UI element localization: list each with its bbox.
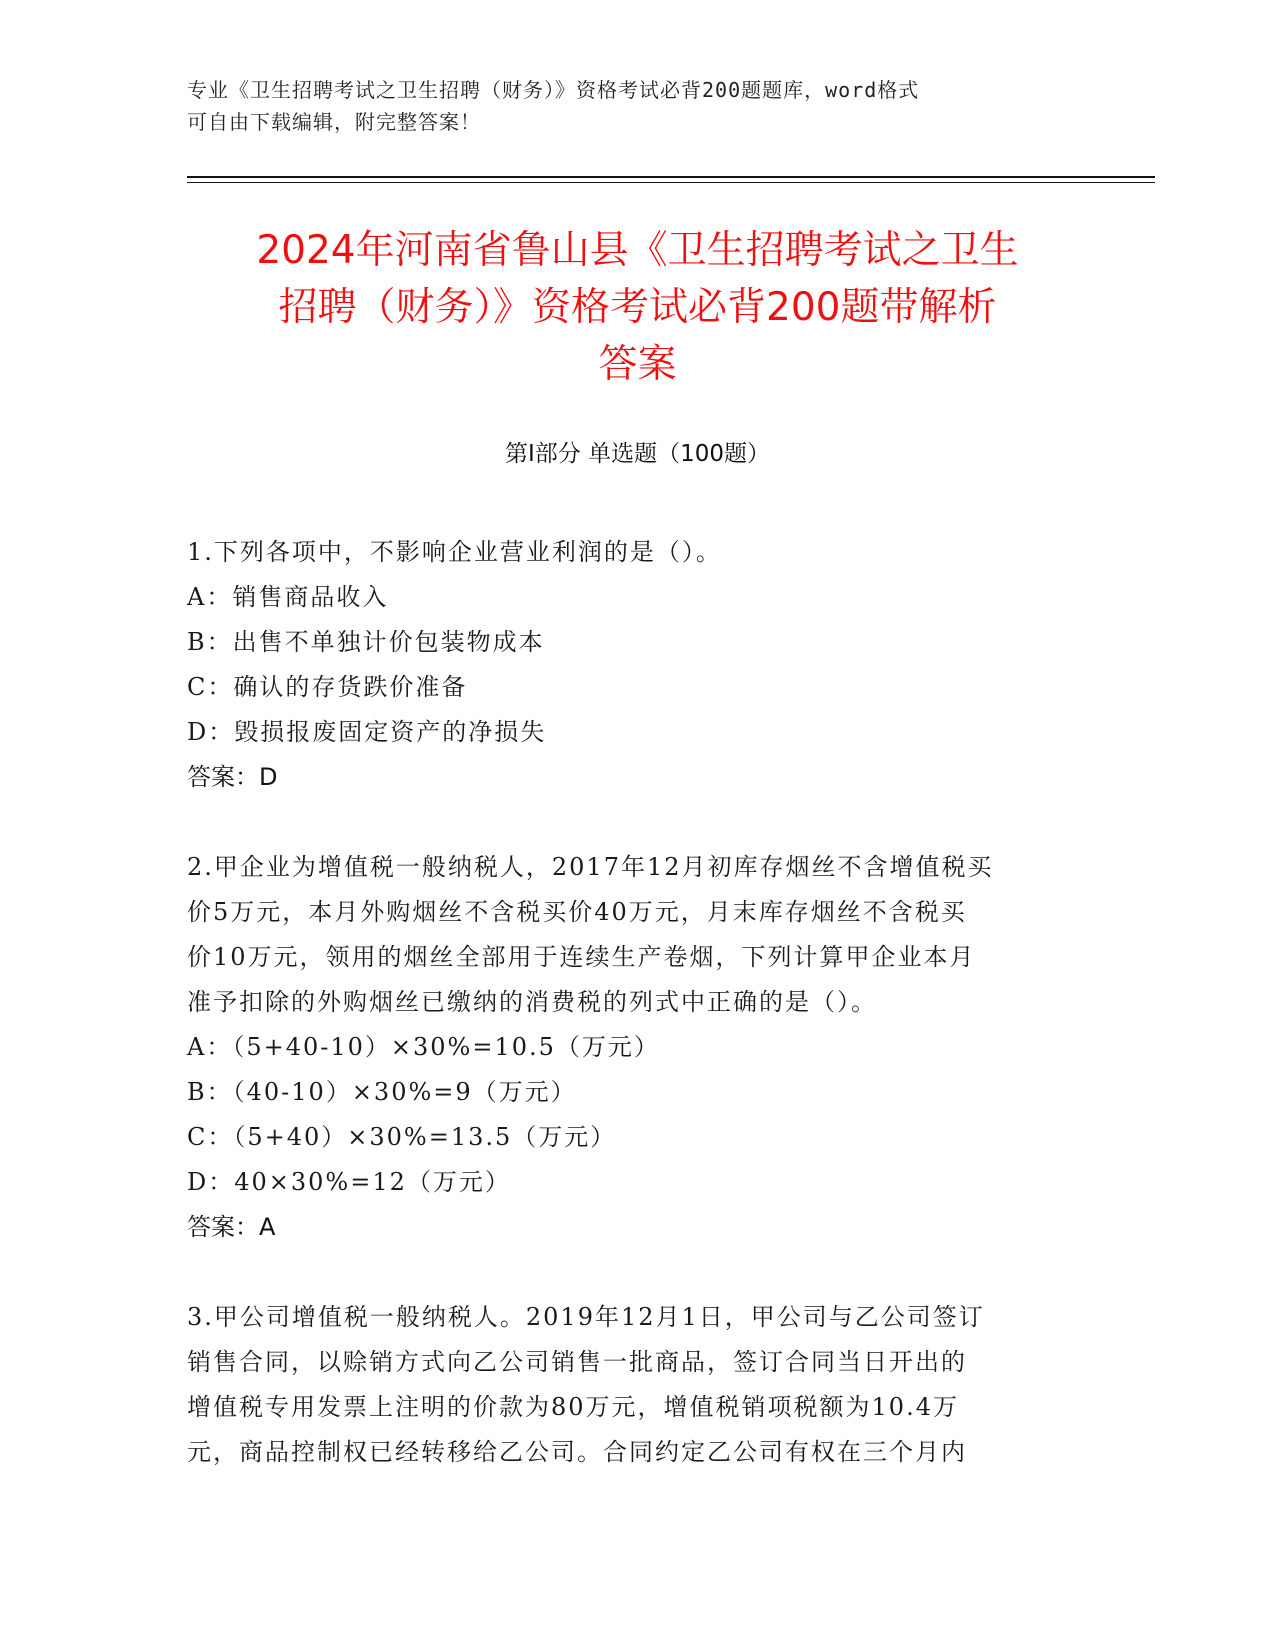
header-note-line-2: 可自由下载编辑，附完整答案！ [187, 110, 481, 134]
question-list [187, 530, 1087, 1520]
question-2 [187, 845, 1087, 1250]
question-stem-line: 价5万元，本月外购烟丝不含税买价40万元，月末库存烟丝不含税买 [187, 898, 967, 926]
title-line-3: 答案 [598, 342, 677, 387]
question-stem-line: 1.下列各项中，不影响企业营业利润的是（）。 [187, 538, 722, 566]
question-stem-line: 元，商品控制权已经转移给乙公司。合同约定乙公司有权在三个月内 [187, 1438, 967, 1466]
document-title [170, 222, 1105, 393]
option-b: B：（40-10）×30%=9（万元） [187, 1078, 577, 1106]
question-stem-line: 准予扣除的外购烟丝已缴纳的消费税的列式中正确的是（）。 [187, 988, 877, 1016]
question-stem-line: 3.甲公司增值税一般纳税人。2019年12月1日，甲公司与乙公司签订 [187, 1303, 985, 1331]
option-a: A：（5+40-10）×30%=10.5（万元） [187, 1033, 660, 1061]
option-d: D：40×30%=12（万元） [187, 1168, 511, 1196]
title-line-1: 2024年河南省鲁山县《卫生招聘考试之卫生 [256, 228, 1019, 273]
answer: 答案：A [187, 1213, 276, 1241]
option-d: D：毁损报废固定资产的净损失 [187, 718, 547, 746]
answer: 答案：D [187, 763, 278, 791]
section-heading: 第Ⅰ部分 单选题（100题） [505, 441, 770, 467]
question-stem-line: 增值税专用发票上注明的价款为80万元，增值税销项税额为10.4万 [187, 1393, 959, 1421]
option-a: A：销售商品收入 [187, 583, 389, 611]
option-c: C：确认的存货跌价准备 [187, 673, 468, 701]
header-divider-thick [187, 176, 1155, 178]
question-stem-line: 2.甲企业为增值税一般纳税人，2017年12月初库存烟丝不含增值税买 [187, 853, 994, 881]
question-stem-line: 价10万元，领用的烟丝全部用于连续生产卷烟，下列计算甲企业本月 [187, 943, 976, 971]
option-b: B：出售不单独计价包装物成本 [187, 628, 545, 656]
question-1 [187, 530, 1087, 800]
header-divider-thin [187, 182, 1155, 183]
option-c: C：（5+40）×30%=13.5（万元） [187, 1123, 617, 1151]
question-3 [187, 1295, 1087, 1475]
title-line-2: 招聘（财务）》资格考试必背200题带解析 [278, 285, 997, 330]
document-header-note [187, 74, 1067, 138]
question-stem-line: 销售合同，以赊销方式向乙公司销售一批商品，签订合同当日开出的 [187, 1348, 967, 1376]
header-note-line-1: 专业《卫生招聘考试之卫生招聘（财务）》资格考试必背200题题库，word格式 [187, 78, 920, 102]
